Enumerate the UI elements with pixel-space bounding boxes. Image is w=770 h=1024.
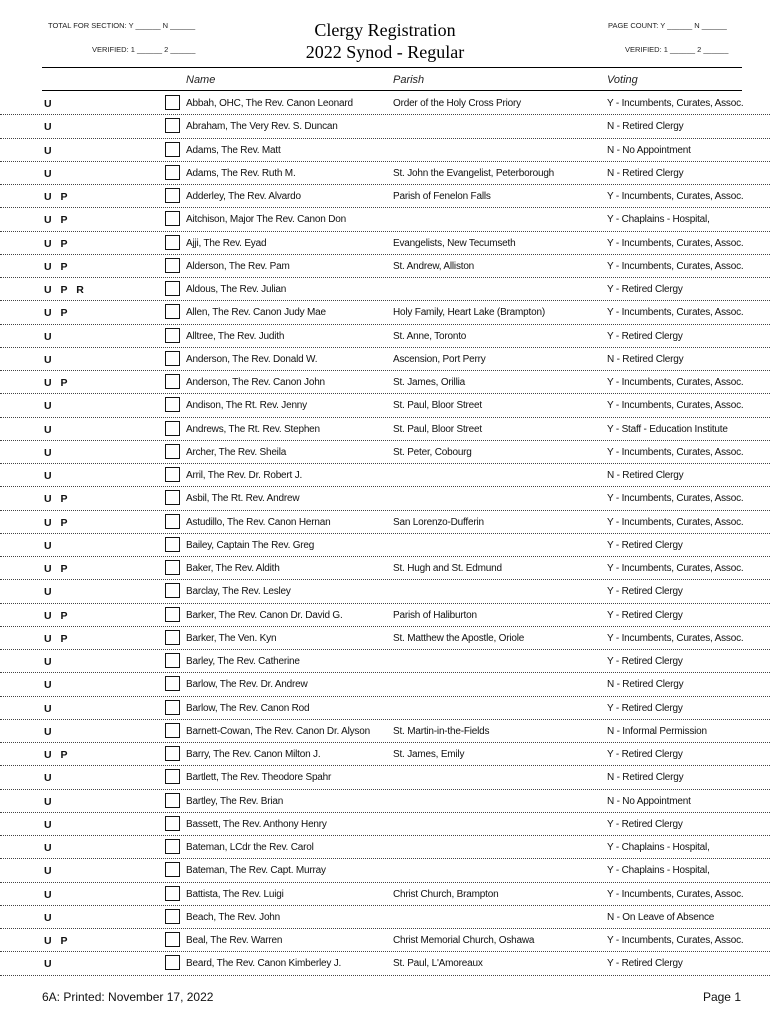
cell-voting: N - Retired Clergy [607, 121, 684, 133]
cell-name: Astudillo, The Rev. Canon Hernan [186, 516, 331, 528]
status-flags: U P [44, 609, 71, 622]
table-row [0, 92, 770, 115]
cell-name: Ajji, The Rev. Eyad [186, 237, 267, 249]
status-flags: U [44, 446, 55, 459]
registration-checkbox[interactable] [165, 560, 180, 575]
cell-voting: Y - Incumbents, Curates, Assoc. [607, 307, 744, 319]
total-for-section-label: TOTAL FOR SECTION: Y ______ N ______ [48, 21, 196, 30]
status-flags: U [44, 842, 55, 854]
status-flags: U P [44, 493, 71, 506]
status-flags: U [44, 725, 55, 738]
cell-voting: Y - Incumbents, Curates, Assoc. [607, 400, 744, 412]
status-flags: U P [44, 260, 71, 273]
cell-voting: Y - Incumbents, Curates, Assoc. [607, 516, 744, 528]
table-row [0, 162, 770, 185]
table-row [0, 139, 770, 162]
cell-parish: Evangelists, New Tecumseth [393, 237, 516, 249]
status-flags: U [44, 958, 55, 971]
status-flags: U [44, 539, 55, 552]
cell-voting: N - On Leave of Absence [607, 911, 715, 923]
status-flags: U [44, 167, 55, 180]
table-row [0, 208, 770, 231]
cell-voting: Y - Retired Clergy [607, 284, 683, 295]
registration-checkbox[interactable] [165, 886, 180, 901]
cell-voting: Y - Retired Clergy [607, 539, 683, 551]
status-flags: U P [44, 377, 71, 389]
table-row [0, 371, 770, 394]
registration-checkbox[interactable] [165, 932, 180, 947]
registration-checkbox[interactable] [165, 351, 180, 366]
cell-name: Asbil, The Rt. Rev. Andrew [186, 493, 300, 505]
cell-name: Barlow, The Rev. Dr. Andrew [186, 679, 308, 691]
table-row [0, 441, 770, 464]
cell-voting: Y - Incumbents, Curates, Assoc. [607, 260, 744, 272]
status-flags: U P [44, 214, 71, 227]
cell-name: Anderson, The Rev. Donald W. [186, 353, 318, 365]
registration-checkbox[interactable] [165, 769, 180, 784]
registration-checkbox[interactable] [165, 793, 180, 808]
cell-parish: St. Anne, Toronto [393, 330, 467, 342]
cell-voting: Y - Retired Clergy [607, 749, 683, 760]
registration-checkbox[interactable] [165, 746, 180, 761]
table-row [0, 859, 770, 882]
cell-name: Barnett-Cowan, The Rev. Canon Dr. Alyson [186, 725, 370, 737]
registration-checkbox[interactable] [165, 583, 180, 598]
status-flags: U [44, 795, 55, 808]
registration-checkbox[interactable] [165, 235, 180, 250]
cell-voting: Y - Retired Clergy [607, 656, 683, 667]
registration-checkbox[interactable] [165, 653, 180, 668]
cell-name: Archer, The Rev. Sheila [186, 446, 287, 458]
cell-name: Beal, The Rev. Warren [186, 935, 283, 946]
registration-checkbox[interactable] [165, 862, 180, 877]
cell-name: Bartlett, The Rev. Theodore Spahr [186, 772, 332, 784]
registration-checkbox[interactable] [165, 537, 180, 552]
cell-name: Bateman, The Rev. Capt. Murray [186, 865, 326, 877]
cell-name: Adams, The Rev. Matt [186, 144, 281, 156]
table-row [0, 627, 770, 650]
header-divider [42, 67, 742, 68]
status-flags: U [44, 702, 55, 715]
registration-checkbox[interactable] [165, 95, 180, 110]
cell-voting: Y - Retired Clergy [607, 586, 683, 598]
cell-name: Beach, The Rev. John [186, 911, 281, 923]
table-row [0, 929, 770, 952]
cell-voting: N - Retired Clergy [607, 679, 684, 691]
cell-voting: Y - Incumbents, Curates, Assoc. [607, 632, 744, 644]
status-flags: U P R [44, 284, 87, 296]
cell-parish: San Lorenzo-Dufferin [393, 516, 484, 528]
cell-voting: N - Retired Clergy [607, 167, 684, 179]
table-row [0, 487, 770, 510]
cell-name: Bassett, The Rev. Anthony Henry [186, 818, 327, 830]
cell-name: Adderley, The Rev. Alvardo [186, 191, 301, 202]
table-row [0, 580, 770, 603]
cell-voting: Y - Incumbents, Curates, Assoc. [607, 191, 744, 202]
status-flags: U P [44, 191, 71, 203]
cell-parish: St. Matthew the Apostle, Oriole [393, 632, 525, 644]
registration-checkbox[interactable] [165, 816, 180, 831]
table-row [0, 278, 770, 301]
table-row [0, 952, 770, 975]
column-header-voting: Voting [607, 74, 638, 86]
registration-checkbox[interactable] [165, 258, 180, 273]
cell-name: Abbah, OHC, The Rev. Canon Leonard [186, 98, 353, 109]
status-flags: U [44, 911, 55, 924]
table-row [0, 650, 770, 673]
table-row [0, 325, 770, 348]
table-row [0, 534, 770, 557]
cell-voting: Y - Incumbents, Curates, Assoc. [607, 935, 744, 946]
registration-checkbox[interactable] [165, 397, 180, 412]
registration-table [0, 92, 770, 976]
column-header-name: Name [186, 74, 216, 86]
status-flags: U [44, 865, 55, 878]
cell-voting: Y - Staff - Education Institute [607, 423, 728, 435]
cell-name: Alltree, The Rev. Judith [186, 330, 285, 342]
cell-voting: Y - Chaplains - Hospital, [607, 214, 710, 226]
cell-parish: Ascension, Port Perry [393, 353, 486, 365]
table-row [0, 255, 770, 278]
status-flags: U [44, 423, 55, 436]
table-row [0, 464, 770, 487]
printed-date: 6A: Printed: November 17, 2022 [42, 990, 214, 1004]
registration-checkbox[interactable] [165, 421, 180, 436]
cell-voting: N - Informal Permission [607, 725, 707, 737]
cell-name: Barley, The Rev. Catherine [186, 656, 300, 667]
cell-name: Allen, The Rev. Canon Judy Mae [186, 307, 326, 319]
registration-checkbox[interactable] [165, 374, 180, 389]
cell-parish: Christ Church, Brampton [393, 888, 499, 900]
cell-name: Barry, The Rev. Canon Milton J. [186, 749, 321, 760]
status-flags: U [44, 818, 55, 831]
cell-name: Alderson, The Rev. Pam [186, 260, 290, 272]
table-row [0, 604, 770, 627]
cell-voting: N - Retired Clergy [607, 353, 684, 365]
cell-voting: N - Retired Clergy [607, 772, 684, 784]
status-flags: U [44, 470, 55, 482]
status-flags: U P [44, 632, 71, 645]
cell-voting: N - No Appointment [607, 795, 691, 807]
table-row [0, 836, 770, 859]
cell-voting: Y - Retired Clergy [607, 609, 683, 621]
status-flags: U [44, 772, 55, 785]
table-row [0, 511, 770, 534]
cell-parish: St. Paul, Bloor Street [393, 423, 482, 435]
cell-name: Barker, The Rev. Canon Dr. David G. [186, 609, 343, 621]
cell-voting: Y - Incumbents, Curates, Assoc. [607, 237, 744, 249]
registration-checkbox[interactable] [165, 304, 180, 319]
status-flags: U P [44, 237, 71, 250]
table-row [0, 697, 770, 720]
page-count-label: PAGE COUNT: Y ______ N ______ [608, 21, 727, 30]
status-flags: U P [44, 516, 71, 529]
status-flags: U [44, 656, 55, 668]
cell-name: Aitchison, Major The Rev. Canon Don [186, 214, 346, 226]
cell-voting: Y - Incumbents, Curates, Assoc. [607, 98, 744, 109]
cell-name: Beard, The Rev. Canon Kimberley J. [186, 958, 342, 970]
registration-checkbox[interactable] [165, 909, 180, 924]
cell-name: Bartley, The Rev. Brian [186, 795, 284, 807]
cell-name: Barker, The Ven. Kyn [186, 632, 277, 644]
cell-parish: St. John the Evangelist, Peterborough [393, 167, 555, 179]
cell-voting: N - Retired Clergy [607, 470, 684, 481]
registration-checkbox[interactable] [165, 142, 180, 157]
cell-voting: Y - Incumbents, Curates, Assoc. [607, 888, 744, 900]
registration-checkbox[interactable] [165, 467, 180, 482]
status-flags: U [44, 353, 55, 366]
cell-parish: St. James, Orillia [393, 377, 465, 388]
cell-parish: Parish of Haliburton [393, 609, 477, 621]
registration-checkbox[interactable] [165, 328, 180, 343]
cell-name: Arril, The Rev. Dr. Robert J. [186, 470, 303, 481]
page-number: Page 1 [702, 990, 741, 1004]
cell-name: Aldous, The Rev. Julian [186, 284, 287, 295]
cell-voting: Y - Incumbents, Curates, Assoc. [607, 446, 744, 458]
cell-voting: N - No Appointment [607, 144, 691, 156]
page-title: Clergy Registration [314, 20, 456, 40]
table-row [0, 883, 770, 906]
registration-checkbox[interactable] [165, 490, 180, 505]
cell-parish: Christ Memorial Church, Oshawa [393, 935, 535, 946]
status-flags: U [44, 586, 55, 599]
cell-parish: Order of the Holy Cross Priory [393, 98, 521, 109]
registration-checkbox[interactable] [165, 165, 180, 180]
column-header-divider [42, 90, 742, 91]
table-row [0, 766, 770, 789]
cell-name: Battista, The Rev. Luigi [186, 888, 284, 900]
cell-voting: Y - Retired Clergy [607, 330, 683, 342]
cell-voting: Y - Retired Clergy [607, 958, 683, 970]
cell-name: Andison, The Rt. Rev. Jenny [186, 400, 307, 412]
cell-name: Bailey, Captain The Rev. Greg [186, 539, 315, 551]
cell-name: Barlow, The Rev. Canon Rod [186, 702, 310, 714]
cell-name: Barclay, The Rev. Lesley [186, 586, 291, 598]
cell-name: Andrews, The Rt. Rev. Stephen [186, 423, 320, 435]
cell-parish: St. James, Emily [393, 749, 465, 760]
cell-parish: Parish of Fenelon Falls [393, 191, 491, 202]
table-row [0, 743, 770, 766]
status-flags: U P [44, 749, 71, 761]
registration-checkbox[interactable] [165, 839, 180, 854]
registration-checkbox[interactable] [165, 630, 180, 645]
verified-right-label: VERIFIED: 1 ______ 2 ______ [625, 45, 729, 54]
registration-checkbox[interactable] [165, 281, 180, 296]
registration-checkbox[interactable] [165, 188, 180, 203]
registration-checkbox[interactable] [165, 514, 180, 529]
registration-checkbox[interactable] [165, 444, 180, 459]
table-row [0, 115, 770, 138]
table-row [0, 813, 770, 836]
cell-parish: St. Hugh and St. Edmund [393, 563, 502, 574]
cell-name: Anderson, The Rev. Canon John [186, 377, 325, 388]
table-row [0, 185, 770, 208]
registration-checkbox[interactable] [165, 211, 180, 226]
cell-voting: Y - Incumbents, Curates, Assoc. [607, 563, 744, 574]
status-flags: U P [44, 563, 71, 575]
verified-left-label: VERIFIED: 1 ______ 2 ______ [92, 45, 196, 54]
registration-checkbox[interactable] [165, 607, 180, 622]
column-header-parish: Parish [393, 74, 425, 86]
table-row [0, 790, 770, 813]
status-flags: U [44, 679, 55, 692]
table-row [0, 232, 770, 255]
registration-checkbox[interactable] [165, 700, 180, 715]
cell-name: Baker, The Rev. Aldith [186, 563, 280, 574]
status-flags: U P [44, 935, 71, 947]
cell-name: Abraham, The Very Rev. S. Duncan [186, 121, 338, 133]
status-flags: U [44, 330, 55, 343]
cell-parish: Holy Family, Heart Lake (Brampton) [393, 307, 545, 319]
cell-parish: St. Peter, Cobourg [393, 446, 472, 458]
cell-parish: St. Paul, Bloor Street [393, 400, 482, 412]
cell-voting: Y - Incumbents, Curates, Assoc. [607, 377, 744, 388]
cell-voting: Y - Chaplains - Hospital, [607, 842, 710, 853]
table-row [0, 906, 770, 929]
table-row [0, 720, 770, 743]
cell-name: Adams, The Rev. Ruth M. [186, 167, 296, 179]
status-flags: U [44, 144, 55, 157]
page-subtitle: 2022 Synod - Regular [305, 42, 465, 62]
cell-parish: St. Paul, L'Amoreaux [393, 958, 483, 970]
registration-checkbox[interactable] [165, 118, 180, 133]
status-flags: U [44, 888, 55, 901]
table-row [0, 673, 770, 696]
cell-parish: St. Martin-in-the-Fields [393, 725, 490, 737]
status-flags: U [44, 121, 55, 134]
cell-voting: Y - Retired Clergy [607, 818, 683, 830]
table-row [0, 348, 770, 371]
table-row [0, 301, 770, 324]
registration-checkbox[interactable] [165, 723, 180, 738]
table-row [0, 418, 770, 441]
status-flags: U P [44, 307, 71, 320]
cell-voting: Y - Retired Clergy [607, 702, 683, 714]
cell-voting: Y - Incumbents, Curates, Assoc. [607, 493, 744, 505]
registration-checkbox[interactable] [165, 955, 180, 970]
cell-parish: St. Andrew, Alliston [393, 260, 475, 272]
cell-name: Bateman, LCdr the Rev. Carol [186, 842, 314, 853]
status-flags: U [44, 400, 55, 413]
cell-voting: Y - Chaplains - Hospital, [607, 865, 710, 877]
table-row [0, 557, 770, 580]
status-flags: U [44, 98, 55, 110]
registration-checkbox[interactable] [165, 676, 180, 691]
table-row [0, 394, 770, 417]
